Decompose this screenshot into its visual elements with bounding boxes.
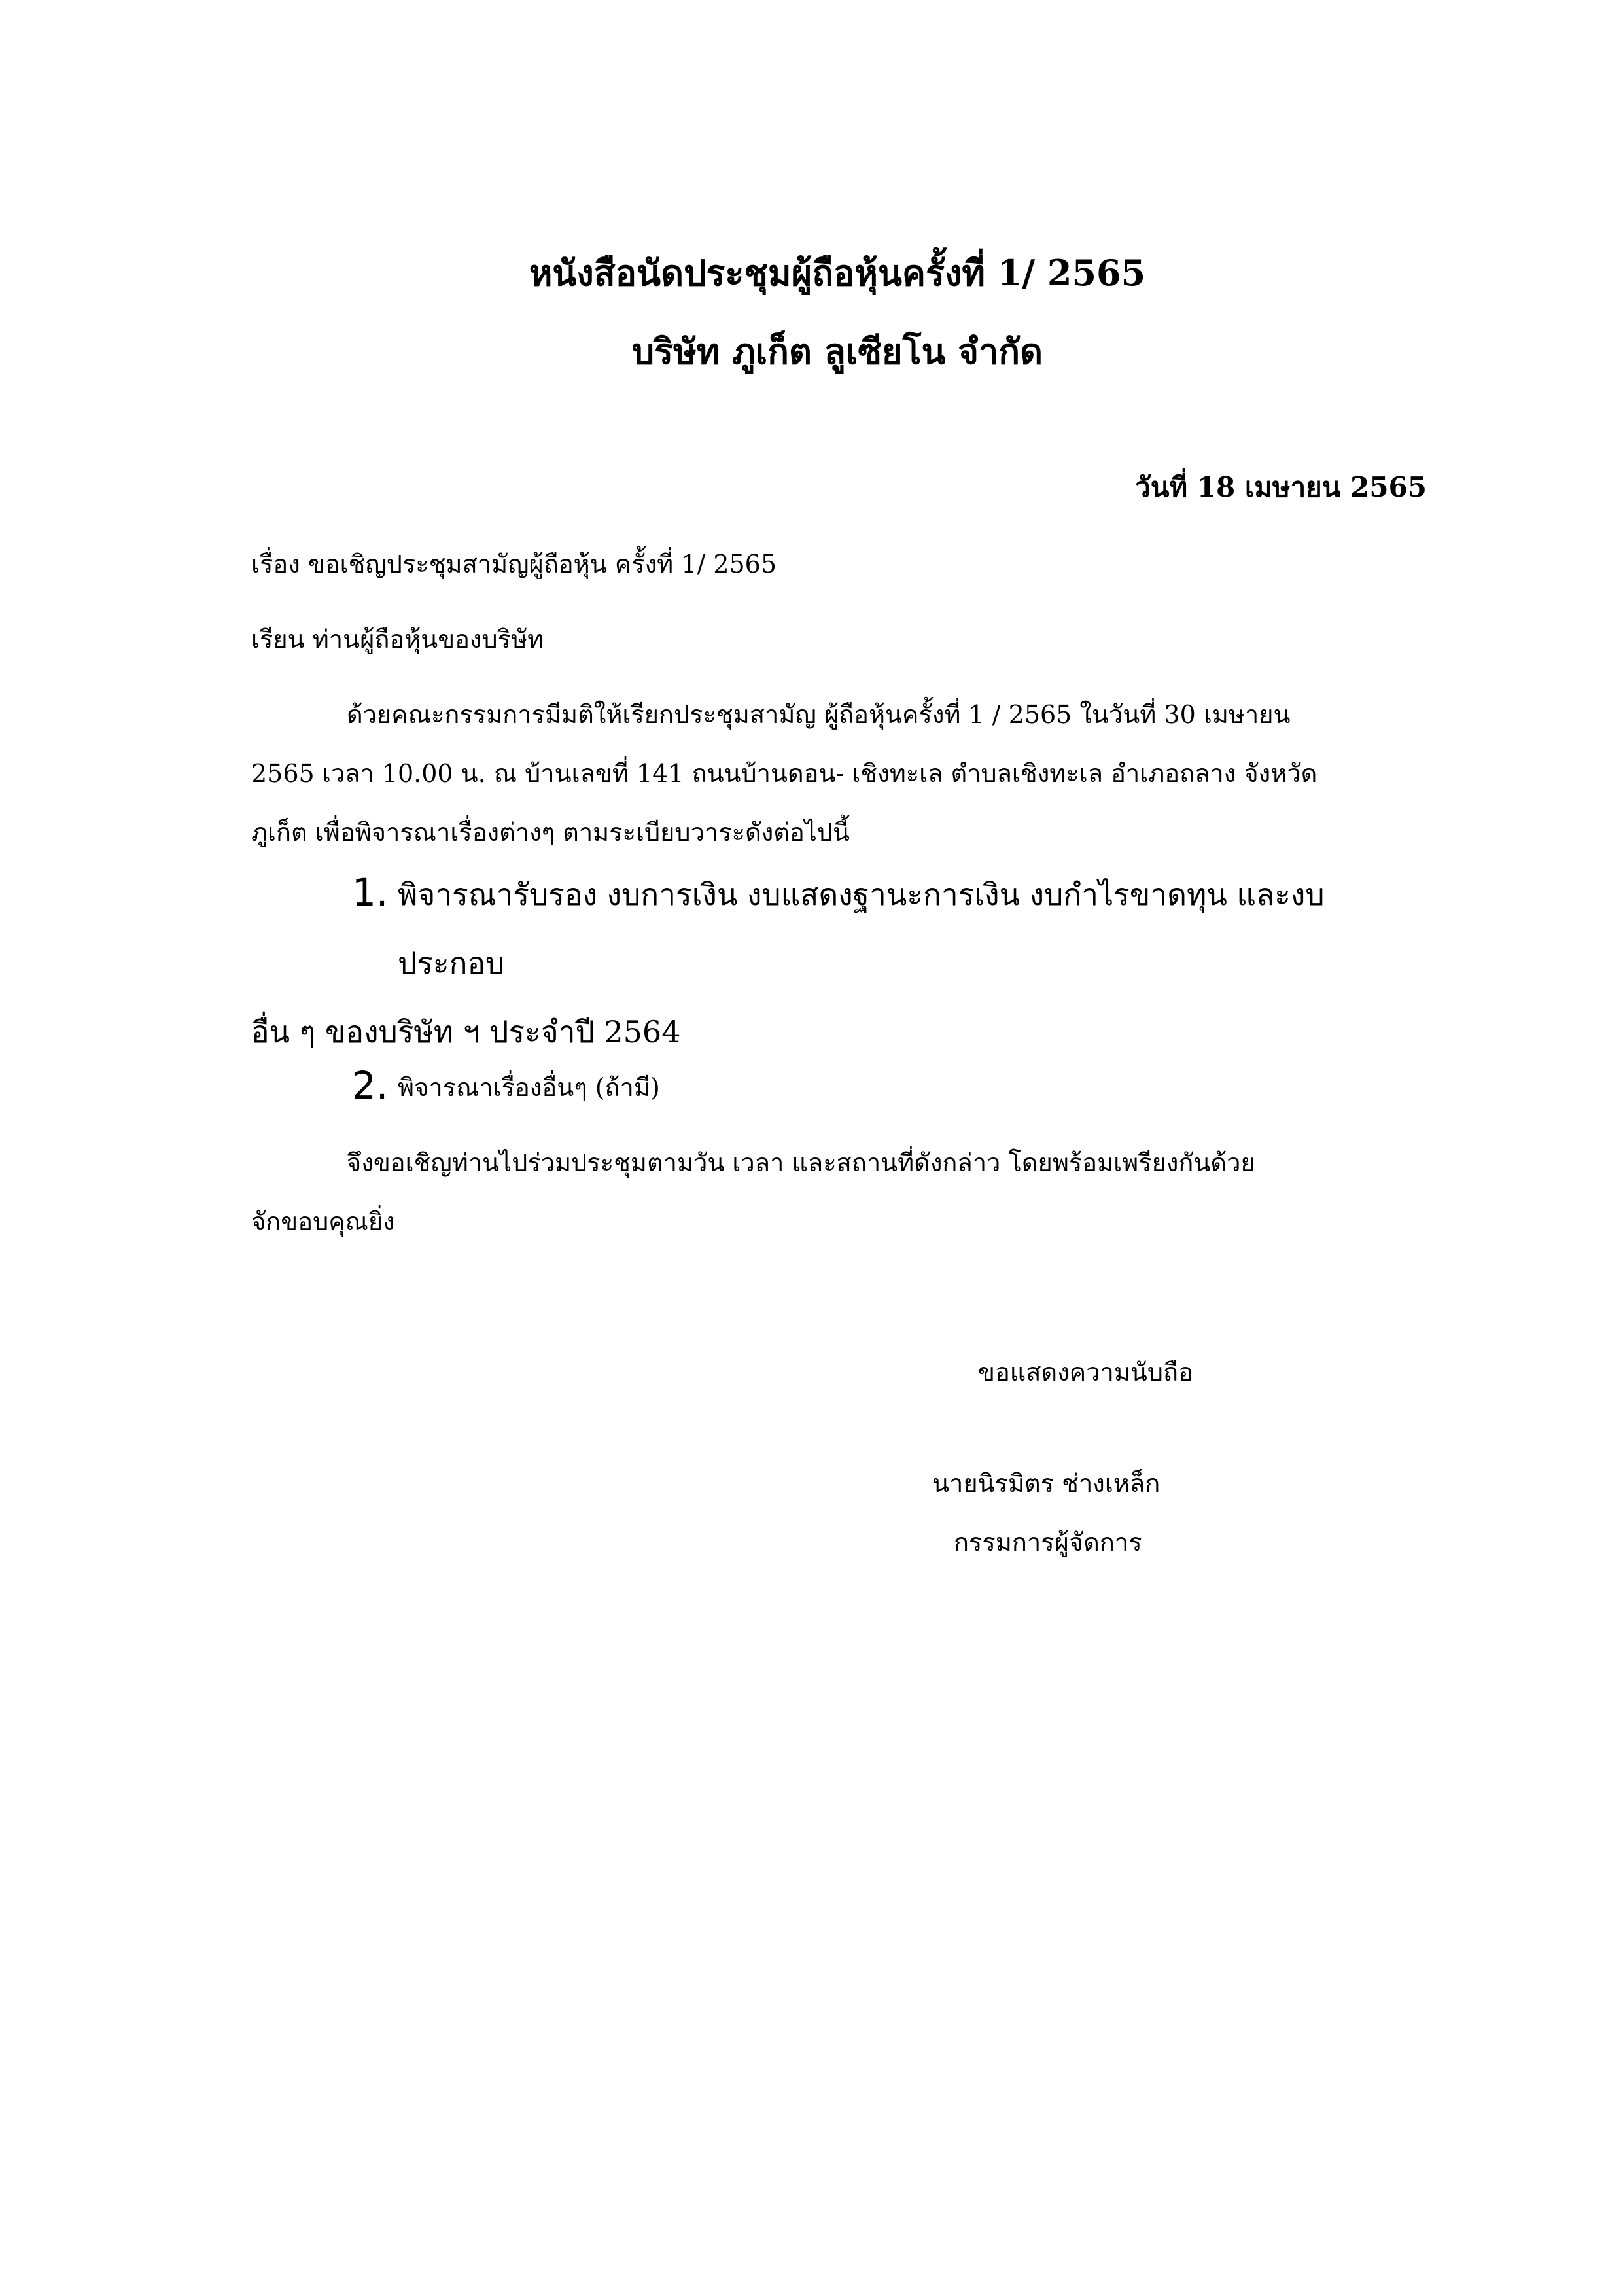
document-title: หนังสือนัดประชุมผู้ถือหุ้นครั้งที่ 1/ 2565 [529,252,1146,294]
subject-line: เรื่อง ขอเชิญประชุมสามัญผู้ถือหุ้น ครั้งที่ 1/ 2565 [251,550,777,578]
signatory-name: นายนิรมิตร ช่างเหล็ก [932,1469,1161,1498]
closing-paragraph-line-2: จักขอบคุณยิ่ง [251,1207,395,1236]
document-date: วันที่ 18 เมษายน 2565 [1135,471,1427,503]
regards-text: ขอแสดงความนับถือ [978,1358,1193,1386]
intro-paragraph-line-2: 2565 เวลา 10.00 น. ณ บ้านเลขที่ 141 ถนนบ้านดอน- เชิงทะเล ตำบลเชิงทะเล อำเภอถลาง จังหวัด [251,759,1318,788]
closing-paragraph-line-1: จึงขอเชิญท่านไปร่วมประชุมตามวัน เวลา และสถานที่ดังกล่าว โดยพร้อมเพรียงกันด้วย [347,1148,1255,1177]
intro-paragraph-line-3: ภูเก็ต เพื่อพิจารณาเรื่องต่างๆ ตามระเบียบวาระดังต่อไปนี้ [251,818,850,847]
agenda-item-2-number: 2. [352,1063,389,1108]
signatory-position: กรรมการผู้จัดการ [954,1528,1142,1557]
agenda-item-1-continuation: อื่น ๆ ของบริษัท ฯ ประจำปี 2564 [251,1014,681,1050]
recipient-line: เรียน ท่านผู้ถือหุ้นของบริษัท [251,625,544,654]
intro-paragraph-line-1: ด้วยคณะกรรมการมีมติให้เรียกประชุมสามัญ ผู้ถือหุ้นครั้งที่ 1 / 2565 ในวันที่ 30 เมษายน [347,700,1291,729]
company-name: บริษัท ภูเก็ต ลูเซียโน จำกัด [631,330,1043,372]
agenda-item-1-text-line-1: พิจารณารับรอง งบการเงิน งบแสดงฐานะการเงิน งบกำไรขาดทุน และงบ [398,877,1325,912]
agenda-item-1-number: 1. [352,870,389,915]
agenda-item-1-text-line-2: ประกอบ [398,945,505,981]
agenda-item-2-text: พิจารณาเรื่องอื่นๆ (ถ้ามี) [398,1073,660,1102]
